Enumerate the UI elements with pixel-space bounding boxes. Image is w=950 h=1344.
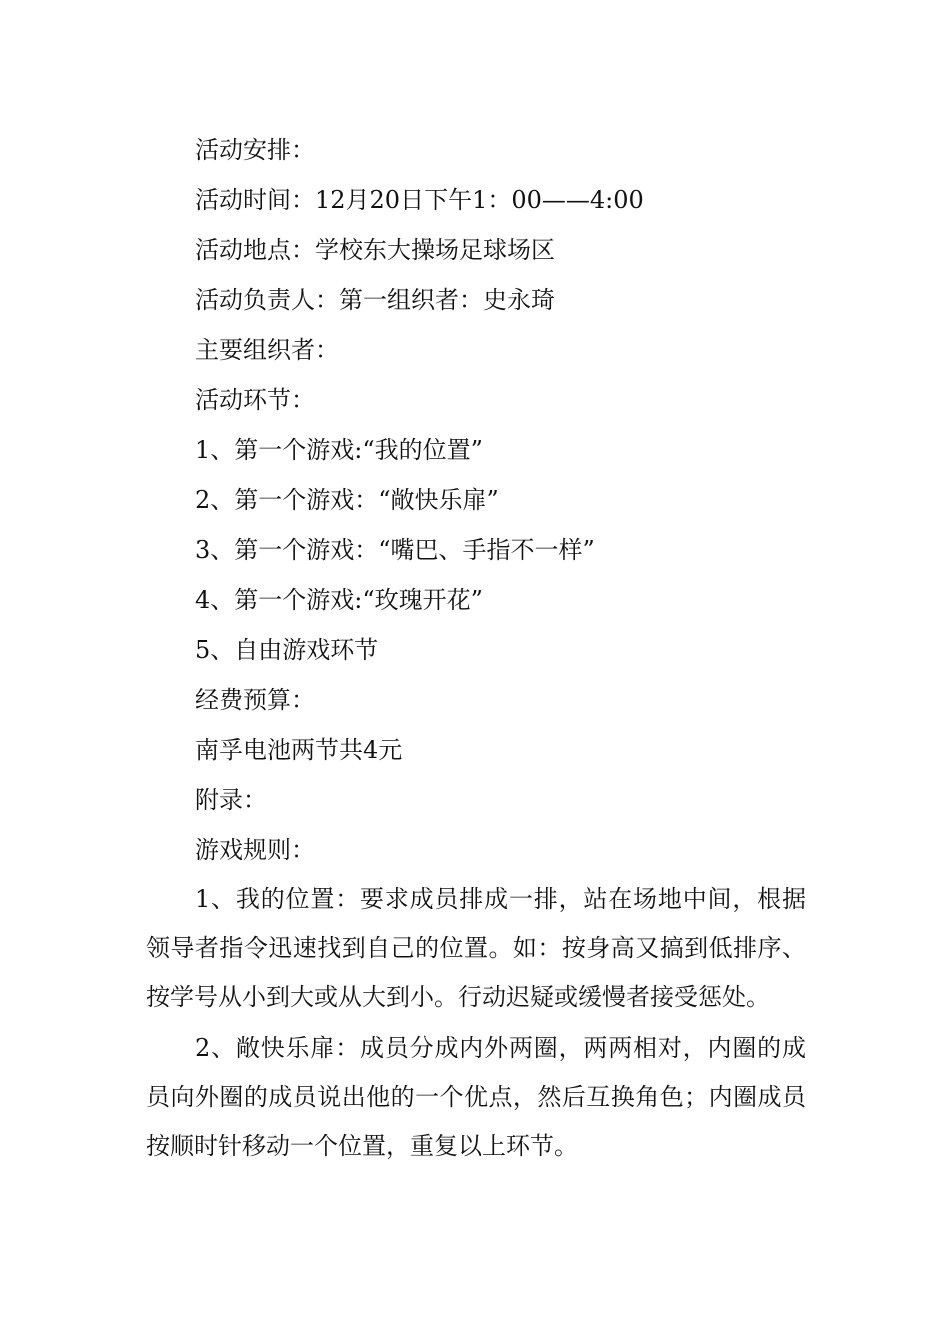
activity-location: 活动地点：学校东大操场足球场区 (195, 236, 555, 264)
heading-game-rules: 游戏规则： (195, 836, 315, 864)
heading-appendix: 附录： (195, 786, 267, 814)
game-item-5: 5、自由游戏环节 (195, 636, 379, 664)
heading-budget: 经费预算： (195, 686, 315, 714)
budget-item: 南孚电池两节共4元 (195, 736, 403, 764)
game-item-3: 3、第一个游戏：“嘴巴、手指不一样” (195, 536, 595, 564)
activity-time: 活动时间：12月20日下午1：00——4:00 (195, 186, 644, 214)
heading-activity-sections: 活动环节： (195, 386, 315, 414)
game-item-4: 4、第一个游戏:“玫瑰开花” (195, 586, 483, 614)
rule-paragraph-2: 2、敞快乐扉：成员分成内外两圈，两两相对，内圈的成员向外圈的成员说出他的一个优点，然后互换角色；内圈成员按顺时针移动一个位置，重复以上环节。 (146, 1034, 806, 1160)
heading-activity-arrangement: 活动安排： (195, 136, 315, 164)
game-item-1: 1、第一个游戏:“我的位置” (195, 436, 483, 464)
game-item-2: 2、第一个游戏：“敞快乐扉” (195, 486, 499, 514)
document-body (146, 125, 806, 1171)
activity-leader: 活动负责人：第一组织者：史永琦 (195, 286, 555, 314)
rule-paragraph-1: 1、我的位置：要求成员排成一排，站在场地中间，根据领导者指令迅速找到自己的位置。如：按身高又搞到低排序、按学号从小到大或从大到小。行动迟疑或缓慢者接受惩处。 (146, 885, 806, 1011)
main-organizers: 主要组织者： (195, 336, 339, 364)
